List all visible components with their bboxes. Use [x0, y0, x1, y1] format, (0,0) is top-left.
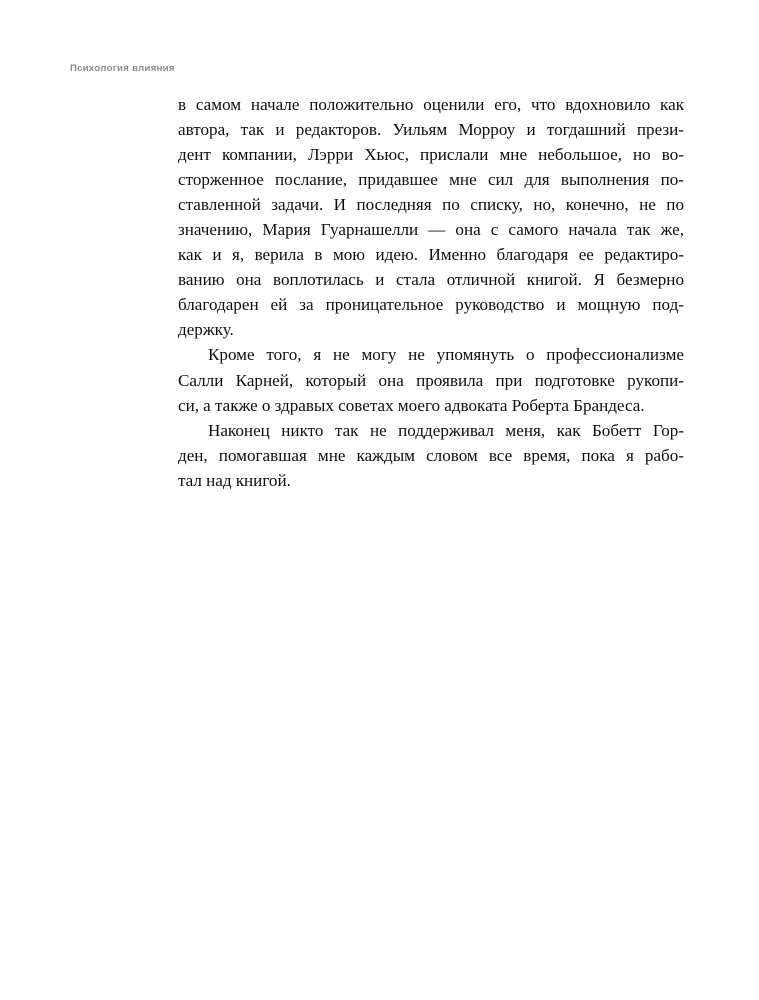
text-line: ставленной задачи. И последняя по списку, но, конечно, не по [178, 195, 684, 215]
text-line: благодарен ей за проницательное руководство и мощную под- [178, 295, 684, 315]
text-line: ден, помогавшая мне каждым словом все время, пока я рабо- [178, 445, 684, 465]
text-line: как и я, верила в мою идею. Именно благодаря ее редактиро- [178, 245, 684, 265]
text-line: си, а также о здравых советах моего адвоката Роберта Брандеса. [178, 395, 645, 415]
text-line: держку. [178, 320, 234, 340]
text-line: значению, Мария Гуарнашелли — она с самого начала так же, [178, 220, 684, 240]
text-line: в самом начале положительно оценили его, что вдохновило как [178, 95, 684, 114]
body-text-block [178, 92, 684, 493]
paragraph [178, 342, 684, 417]
text-line: дент компании, Лэрри Хьюс, прислали мне небольшое, но во- [178, 145, 684, 165]
text-line: Кроме того, я не могу не упомянуть о профессионализме [208, 345, 684, 365]
paragraph [178, 418, 684, 493]
text-line: Наконец никто так не поддерживал меня, как Бобетт Гор- [208, 420, 684, 440]
text-line: автора, так и редакторов. Уильям Морроу и тогдашний прези- [178, 120, 684, 140]
text-line: Салли Карней, который она проявила при подготовке рукопи- [178, 370, 684, 390]
text-line: сторженное послание, придавшее мне сил для выполнения по- [178, 170, 684, 190]
running-head: Психология влияния [70, 63, 175, 74]
text-line: ванию она воплотилась и стала отличной книгой. Я безмерно [178, 270, 684, 290]
paragraph [178, 92, 684, 342]
text-line: тал над книгой. [178, 470, 291, 490]
